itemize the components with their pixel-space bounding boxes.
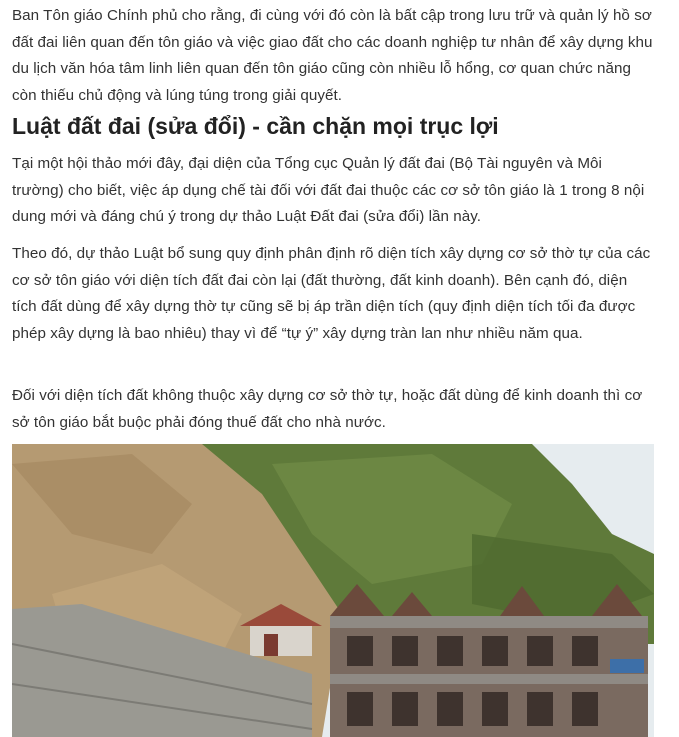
article-paragraph-3: Theo đó, dự thảo Luật bổ sung quy định phân định rõ diện tích xây dựng cơ sở thờ tự của các cơ sở tôn giáo với diện tích đất đai còn lại (đất thường, đất kinh doanh). Bên cạnh đó, diện tích đất dùng để xây dựng thờ tự cũng sẽ bị áp trần diện tích (quy định diện tích tối đa được phép xây dựng là bao nhiêu) thay vì để “tự ý” xây dựng tràn lan như nhiều năm qua.	[12, 245, 651, 342]
article-paragraph-1: Ban Tôn giáo Chính phủ cho rằng, đi cùng với đó còn là bất cập trong lưu trữ và quản lý hồ sơ đất đai liên quan đến tôn giáo và việc giao đất cho các doanh nghiệp tư nhân để xây dựng khu du lịch văn hóa tâm linh liên quan đến tôn giáo cũng còn nhiều lỗ hổng, cơ quan chức năng còn thiếu chủ động và lúng túng trong giải quyết.	[12, 7, 653, 104]
section-heading: Luật đất đai (sửa đổi) - cần chặn mọi trục lợi	[12, 113, 499, 139]
article-paragraph-2: Tại một hội thảo mới đây, đại diện của Tổng cục Quản lý đất đai (Bộ Tài nguyên và Môi trường) cho biết, việc áp dụng chế tài đối với đất đai thuộc các cơ sở tôn giáo là 1 trong 8 nội dung mới và đáng chú ý trong dự thảo Luật Đất đai (sửa đổi) lần này.	[12, 155, 645, 225]
article-photo	[12, 444, 654, 737]
construction-hillside-illustration	[12, 444, 654, 737]
article-paragraph-4: Đối với diện tích đất không thuộc xây dựng cơ sở thờ tự, hoặc đất dùng để kinh doanh thì cơ sở tôn giáo bắt buộc phải đóng thuế đất cho nhà nước.	[12, 387, 643, 431]
